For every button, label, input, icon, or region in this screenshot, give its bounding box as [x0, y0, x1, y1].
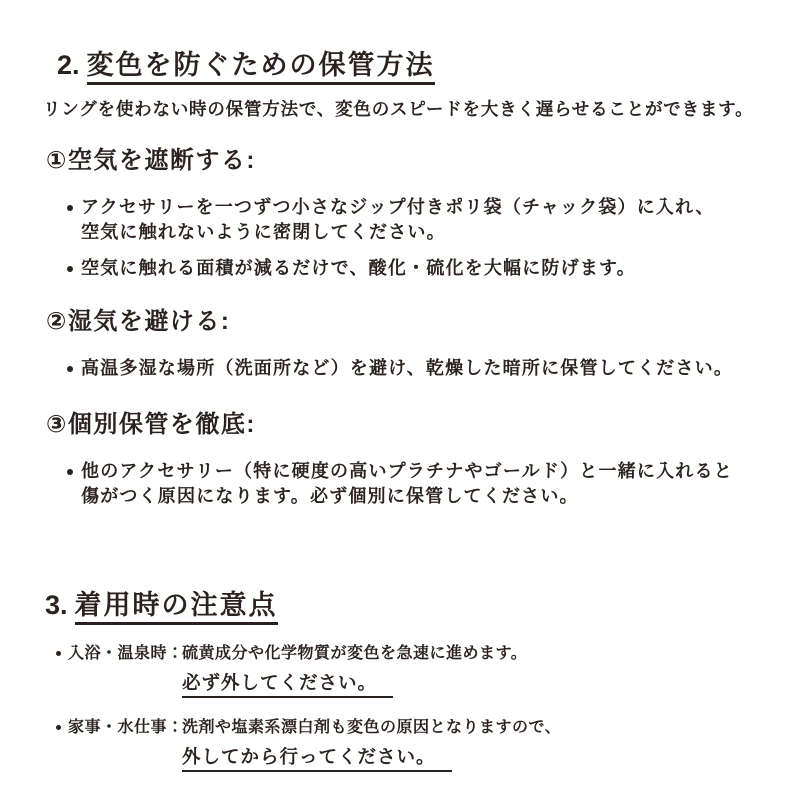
section3-bullet-list — [56, 643, 800, 772]
subsection1-bullet-list — [67, 195, 800, 281]
section2-title — [57, 49, 800, 81]
bullet-text — [182, 717, 561, 772]
bullet-line: 硫黄成分や化学物質が変色を急速に進めます。 — [182, 644, 528, 662]
bullet-dot — [67, 469, 73, 475]
bullet-line: 他のアクセサリー（特に硬度の高いプラチナやゴールド）と一緒に入れると — [81, 461, 733, 482]
bullet-text — [81, 256, 636, 281]
bullet-line: 傷がつく原因になります。必ず個別に保管してください。 — [81, 486, 579, 507]
bullet-line: 高温多湿な場所（洗面所など）を避け、乾燥した暗所に保管してください。 — [81, 358, 734, 379]
bullet-dot — [56, 651, 61, 656]
bullet-text — [81, 356, 733, 381]
bullet-label: 家事・水仕事： — [68, 718, 184, 736]
list-item — [67, 195, 800, 245]
bullet-label: 入浴・温泉時： — [68, 644, 184, 662]
subsection2-heading: ②湿気を避ける: — [46, 308, 231, 336]
subsection3-bullet-list — [67, 459, 800, 509]
section3-number: 3. — [45, 590, 68, 621]
bullet-line: アクセサリーを一つずつ小さなジップ付きポリ袋（チャック袋）に入れ、 — [81, 197, 715, 218]
section2-intro: リングを使わない時の保管方法で、変色のスピードを大きく遅らせることができます。 — [43, 99, 754, 120]
subsection2-bullet-list — [67, 356, 800, 381]
bullet-dot — [56, 725, 61, 730]
subsection1-heading: ①空気を遮断する: — [46, 147, 256, 175]
section2-number: 2. — [57, 50, 80, 80]
bullet-dot — [67, 366, 73, 372]
bullet-dot — [67, 205, 73, 211]
list-item — [67, 256, 800, 281]
bullet-emphasis-underlined: 必ず外してください。 — [182, 671, 393, 698]
bullet-line: 洗剤や塩素系漂白剤も変色の原因となりますので、 — [182, 718, 562, 736]
list-item — [56, 717, 800, 772]
list-item — [56, 643, 800, 698]
bullet-text — [182, 643, 527, 698]
bullet-line: 空気に触れる面積が減るだけで、酸化・硫化を大幅に防げます。 — [81, 258, 636, 279]
bullet-dot — [67, 266, 73, 272]
section3-title — [45, 589, 800, 621]
subsection3-heading: ③個別保管を徹底: — [46, 411, 256, 439]
bullet-text — [81, 459, 733, 509]
bullet-emphasis-underlined: 外してから行ってください。 — [182, 745, 452, 772]
section2-title-text: 変色を防ぐための保管方法 — [87, 50, 435, 85]
list-item — [67, 459, 800, 509]
list-item — [67, 356, 800, 381]
section3-title-text: 着用時の注意点 — [75, 590, 278, 625]
bullet-line: 空気に触れないように密閉してください。 — [81, 222, 446, 243]
bullet-text — [81, 195, 715, 245]
